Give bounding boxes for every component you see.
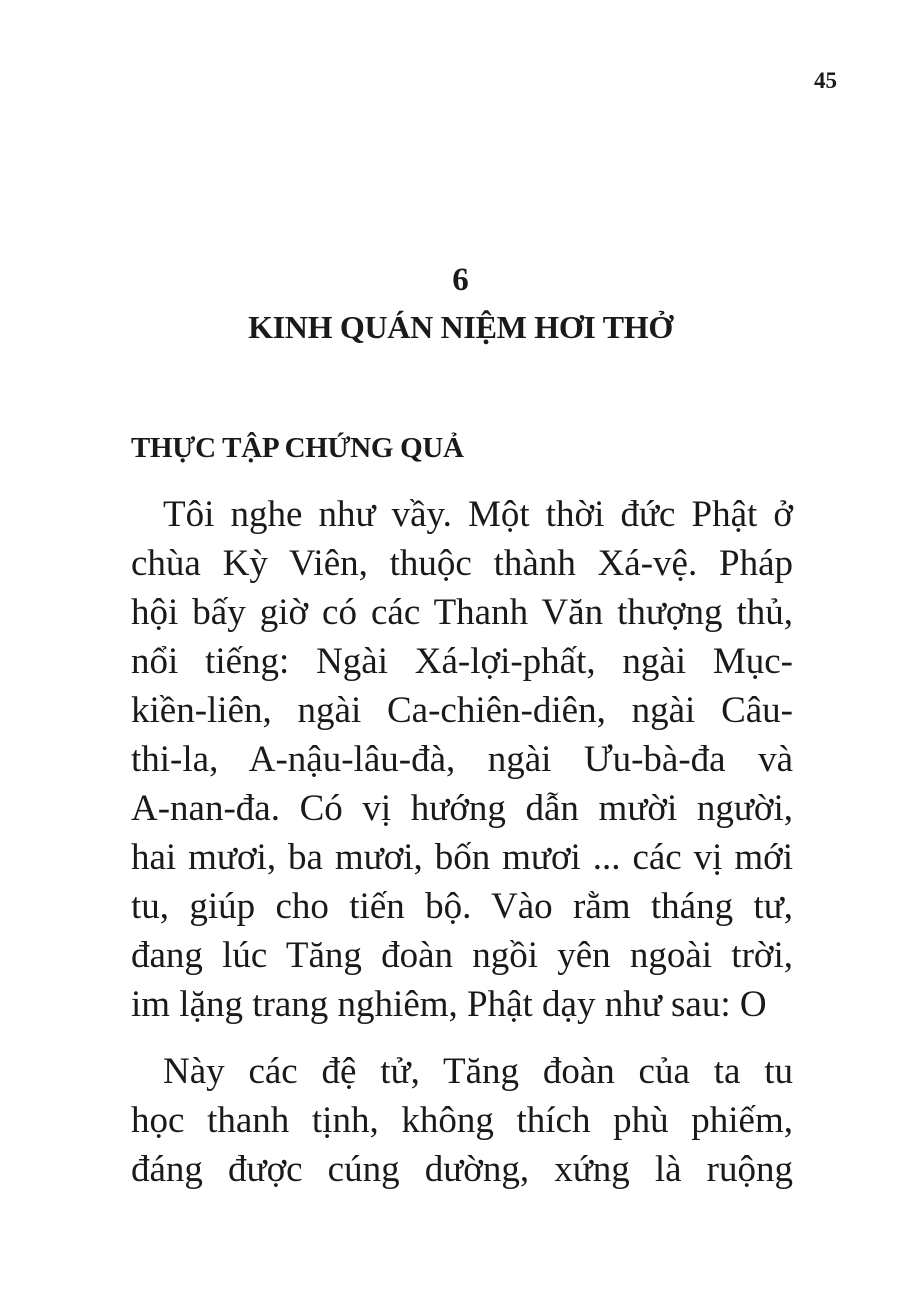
text-line: tu, giúp cho tiến bộ. Vào rằm tháng tư, xyxy=(131,886,793,927)
text-line: đáng được cúng dường, xứng là ruộng xyxy=(131,1149,793,1190)
text-line: đang lúc Tăng đoàn ngồi yên ngoài trời, xyxy=(131,935,793,976)
text-line: chùa Kỳ Viên, thuộc thành Xá-vệ. Pháp xyxy=(131,543,793,584)
text-line: A-nan-đa. Có vị hướng dẫn mười người, xyxy=(131,788,793,829)
text-line: hai mươi, ba mươi, bốn mươi ... các vị mới xyxy=(131,837,793,878)
page-number: 45 xyxy=(814,68,837,93)
paragraph-1 xyxy=(131,490,793,1029)
chapter-number: 6 xyxy=(452,262,469,298)
chapter-heading xyxy=(0,258,909,352)
text-line: nổi tiếng: Ngài Xá-lợi-phất, ngài Mục- xyxy=(131,641,793,682)
text-line: im lặng trang nghiêm, Phật dạy như sau: O xyxy=(131,984,767,1025)
paragraph-2 xyxy=(131,1047,793,1194)
text-line: Này các đệ tử, Tăng đoàn của ta tu xyxy=(163,1051,793,1092)
text-line: Tôi nghe như vầy. Một thời đức Phật ở xyxy=(163,494,793,535)
text-line: kiền-liên, ngài Ca-chiên-diên, ngài Câu- xyxy=(131,690,793,731)
text-line: hội bấy giờ có các Thanh Văn thượng thủ, xyxy=(131,592,793,633)
chapter-title: KINH QUÁN NIỆM HƠI THỞ xyxy=(248,309,673,345)
text-line: học thanh tịnh, không thích phù phiếm, xyxy=(131,1100,793,1141)
section-heading: THỰC TẬP CHỨNG QUẢ xyxy=(131,432,464,464)
text-line: thi-la, A-nậu-lâu-đà, ngài Ưu-bà-đa và xyxy=(131,739,793,780)
